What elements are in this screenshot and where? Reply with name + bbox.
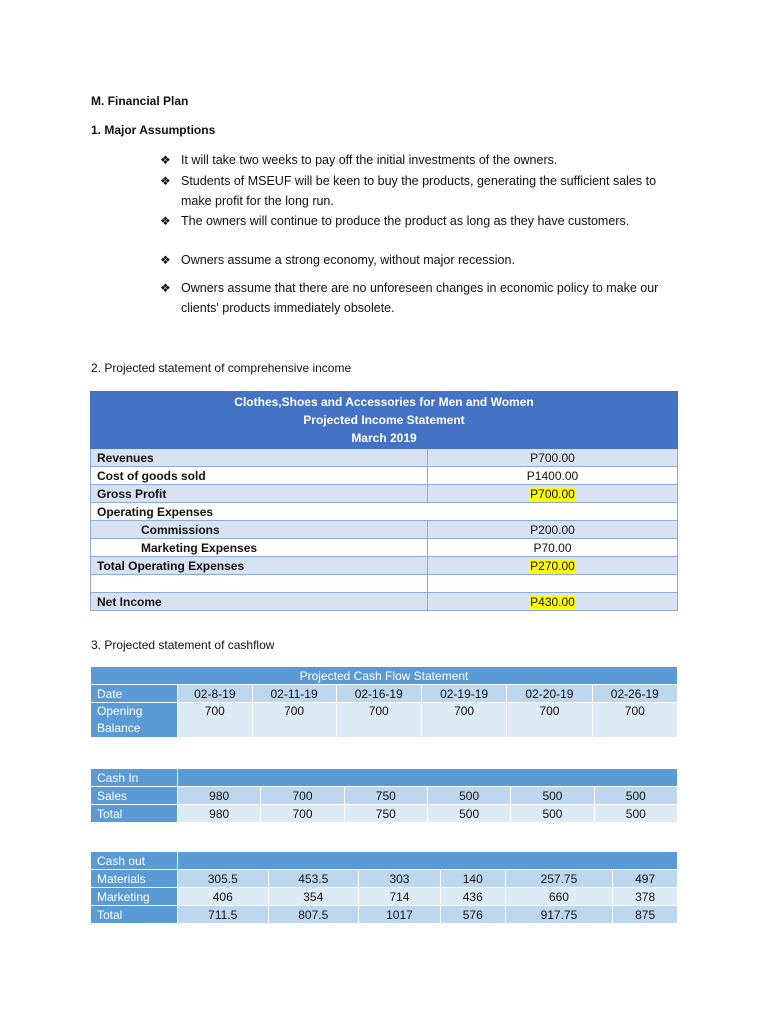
date-cell: 02-20-19 xyxy=(507,685,592,703)
value-cell: 917.75 xyxy=(505,906,613,924)
row-value xyxy=(428,539,678,557)
value-cell: 714 xyxy=(359,888,441,906)
diamond-bullet-icon: ❖ xyxy=(160,153,171,167)
value-cell: 500 xyxy=(594,805,677,823)
row-value xyxy=(428,485,678,503)
row-label: Cost of goods sold xyxy=(91,467,428,485)
value-cell: 406 xyxy=(178,888,269,906)
value-cell: 660 xyxy=(505,888,613,906)
date-cell: 02-26-19 xyxy=(592,685,677,703)
assumption-item: It will take two weeks to pay off the initial investments of the owners. xyxy=(181,153,558,167)
header-fill xyxy=(178,769,678,787)
row-label: Net Income xyxy=(91,593,428,611)
income-title-line: March 2019 xyxy=(351,431,417,445)
highlighted-amount: P430.00 xyxy=(530,594,575,609)
value-cell: 257.75 xyxy=(505,870,613,888)
amount: P70.00 xyxy=(533,540,572,555)
value-cell: 500 xyxy=(427,805,510,823)
table-row xyxy=(91,593,678,611)
cashflow-opening-table xyxy=(90,666,678,738)
value-cell: 700 xyxy=(336,703,421,738)
value-cell: 354 xyxy=(268,888,359,906)
cash-in-table xyxy=(90,768,678,823)
income-statement-table xyxy=(90,391,678,611)
label-line: Balance xyxy=(97,721,141,735)
amount: P200.00 xyxy=(530,522,575,537)
value-cell: 700 xyxy=(592,703,677,738)
value-cell: 750 xyxy=(344,787,427,805)
diamond-bullet-icon: ❖ xyxy=(160,214,171,228)
value-cell: 305.5 xyxy=(178,870,269,888)
cash-in-label: Cash In xyxy=(91,769,178,787)
diamond-bullet-icon: ❖ xyxy=(160,253,171,267)
value-cell: 700 xyxy=(421,703,506,738)
table-row xyxy=(91,667,678,685)
value-cell: 700 xyxy=(261,787,344,805)
cash-out-table xyxy=(90,851,678,924)
table-row xyxy=(91,805,678,823)
row-label: Operating Expenses xyxy=(91,503,678,521)
assumption-item: The owners will continue to produce the product as long as they have customers. xyxy=(181,214,630,228)
cash-out-label: Cash out xyxy=(91,852,178,870)
value-cell: 1017 xyxy=(359,906,441,924)
assumptions-heading: 1. Major Assumptions xyxy=(91,123,216,137)
table-row xyxy=(91,467,678,485)
row-label xyxy=(91,575,428,593)
table-row xyxy=(91,557,678,575)
table-row xyxy=(91,787,678,805)
income-title-line: Clothes,Shoes and Accessories for Men and Women xyxy=(234,395,534,409)
value-cell: 807.5 xyxy=(268,906,359,924)
sales-label: Sales xyxy=(91,787,178,805)
value-cell: 700 xyxy=(261,805,344,823)
value-cell: 453.5 xyxy=(268,870,359,888)
value-cell: 576 xyxy=(440,906,505,924)
row-value xyxy=(428,521,678,539)
total-label: Total xyxy=(91,906,178,924)
opening-balance-label xyxy=(91,703,178,738)
value-cell: 980 xyxy=(178,805,261,823)
amount: P700.00 xyxy=(530,450,575,465)
value-cell: 875 xyxy=(613,906,678,924)
date-cell: 02-8-19 xyxy=(178,685,253,703)
label-line: Opening xyxy=(97,704,143,718)
table-row xyxy=(91,485,678,503)
diamond-bullet-icon: ❖ xyxy=(160,174,171,188)
date-cell: 02-11-19 xyxy=(252,685,336,703)
row-label: Revenues xyxy=(91,449,428,467)
value-cell: 980 xyxy=(178,787,261,805)
value-cell: 711.5 xyxy=(178,906,269,924)
row-value xyxy=(428,467,678,485)
diamond-bullet-icon: ❖ xyxy=(160,281,171,295)
value-cell: 500 xyxy=(427,787,510,805)
cashflow-heading: 3. Projected statement of cashflow xyxy=(91,638,275,652)
income-title xyxy=(91,392,678,449)
assumption-item: Owners assume a strong economy, without major recession. xyxy=(181,253,515,267)
row-label: Marketing Expenses xyxy=(91,539,428,557)
value-cell: 497 xyxy=(613,870,678,888)
table-row xyxy=(91,906,678,924)
row-value xyxy=(428,557,678,575)
total-label: Total xyxy=(91,805,178,823)
row-label: Total Operating Expenses xyxy=(91,557,428,575)
table-row xyxy=(91,503,678,521)
table-row xyxy=(91,852,678,870)
value-cell: 140 xyxy=(440,870,505,888)
value-cell: 500 xyxy=(594,787,677,805)
value-cell: 500 xyxy=(511,787,594,805)
value-cell: 700 xyxy=(507,703,592,738)
table-row xyxy=(91,870,678,888)
table-row xyxy=(91,521,678,539)
date-cell: 02-19-19 xyxy=(421,685,506,703)
table-row xyxy=(91,685,678,703)
materials-label: Materials xyxy=(91,870,178,888)
date-label: Date xyxy=(91,685,178,703)
header-fill xyxy=(178,852,678,870)
row-value xyxy=(428,593,678,611)
amount: P1400.00 xyxy=(526,468,579,483)
value-cell: 378 xyxy=(613,888,678,906)
row-label: Gross Profit xyxy=(91,485,428,503)
assumption-item: Owners assume that there are no unforeseen changes in economic policy to make our clients' products immediately obsolete. xyxy=(181,281,659,315)
table-row xyxy=(91,703,678,738)
table-row xyxy=(91,575,678,593)
table-row xyxy=(91,539,678,557)
marketing-label: Marketing xyxy=(91,888,178,906)
date-cell: 02-16-19 xyxy=(336,685,421,703)
table-row xyxy=(91,888,678,906)
assumption-item: Students of MSEUF will be keen to buy the products, generating the sufficient sales to make profit for the long run. xyxy=(181,174,657,208)
highlighted-amount: P700.00 xyxy=(530,486,575,501)
value-cell: 700 xyxy=(178,703,253,738)
value-cell: 500 xyxy=(511,805,594,823)
highlighted-amount: P270.00 xyxy=(530,558,575,573)
income-heading: 2. Projected statement of comprehensive income xyxy=(91,361,352,375)
row-value xyxy=(428,449,678,467)
cashflow-title: Projected Cash Flow Statement xyxy=(91,667,678,685)
value-cell: 436 xyxy=(440,888,505,906)
table-row xyxy=(91,769,678,787)
row-label: Commissions xyxy=(91,521,428,539)
value-cell: 303 xyxy=(359,870,441,888)
row-value xyxy=(428,575,678,593)
table-row xyxy=(91,449,678,467)
income-title-line: Projected Income Statement xyxy=(303,413,465,427)
section-title: M. Financial Plan xyxy=(91,94,189,108)
value-cell: 700 xyxy=(252,703,336,738)
value-cell: 750 xyxy=(344,805,427,823)
